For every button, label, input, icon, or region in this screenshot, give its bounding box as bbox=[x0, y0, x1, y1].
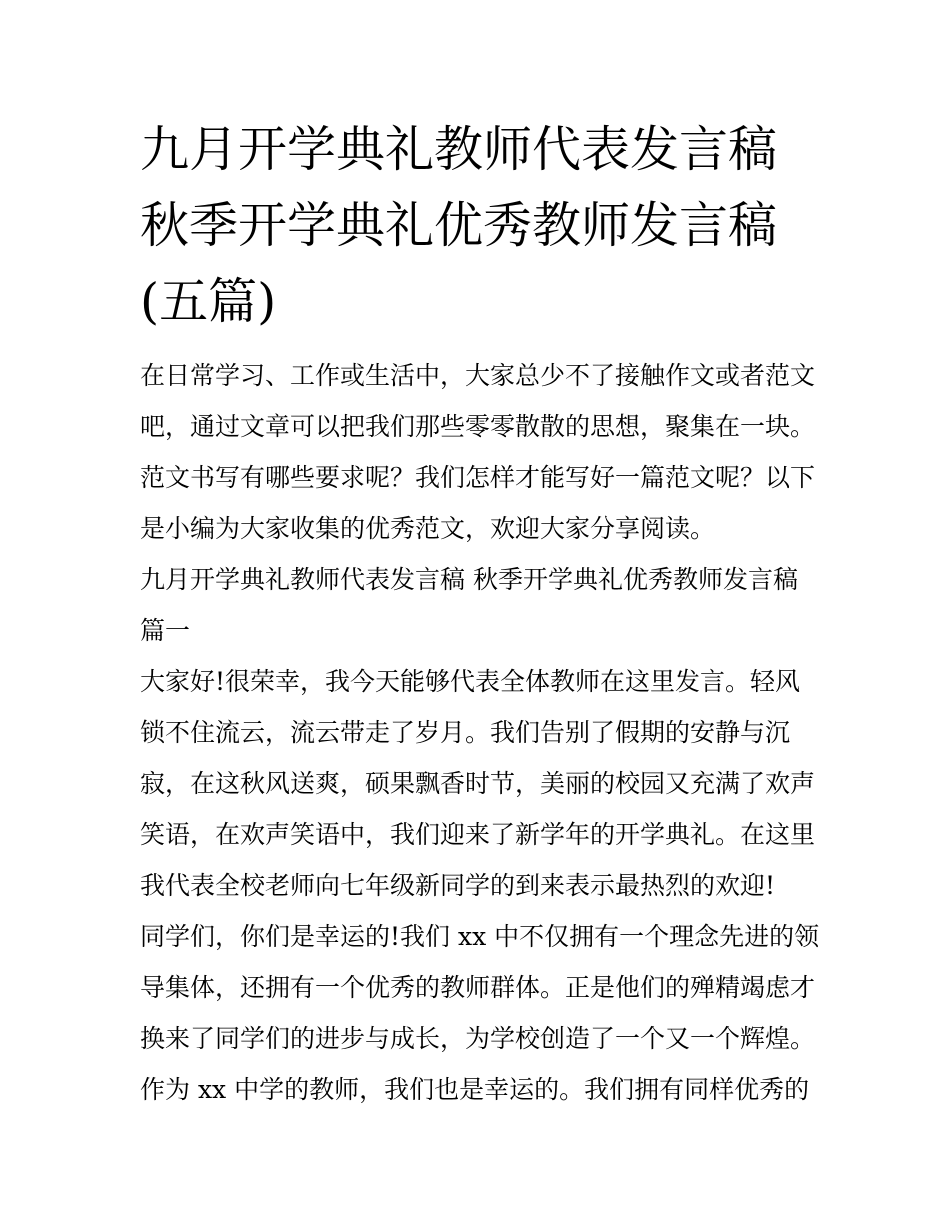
intro-line: 吧，通过文章可以把我们那些零零散散的思想，聚集在一块。 bbox=[140, 412, 816, 441]
paragraph-line: 锁不住流云，流云带走了岁月。我们告别了假期的安静与沉 bbox=[140, 718, 791, 747]
intro-line: 在日常学习、工作或生活中，大家总少不了接触作文或者范文 bbox=[140, 361, 816, 390]
intro-line: 范文书写有哪些要求呢？我们怎样才能写好一篇范文呢？以下 bbox=[140, 463, 816, 492]
intro-line: 是小编为大家收集的优秀范文，欢迎大家分享阅读。 bbox=[140, 514, 716, 543]
paragraph-line: 我代表全校老师向七年级新同学的到来表示最热烈的欢迎! bbox=[140, 871, 776, 900]
paragraph-line: 大家好!很荣幸，我今天能够代表全体教师在这里发言。轻风 bbox=[140, 667, 801, 696]
document-title bbox=[140, 112, 820, 340]
paragraph-line: 笑语，在欢声笑语中，我们迎来了新学年的开学典礼。在这里 bbox=[140, 820, 816, 849]
document-body bbox=[140, 350, 820, 1115]
paragraph-line: 同学们，你们是幸运的!我们 xx 中不仅拥有一个理念先进的领 bbox=[140, 922, 820, 951]
paragraph-line: 作为 xx 中学的教师，我们也是幸运的。我们拥有同样优秀的 bbox=[140, 1075, 810, 1104]
document-page bbox=[140, 112, 820, 1115]
title-line: 秋季开学典礼优秀教师发言稿 bbox=[140, 197, 778, 254]
section-heading-line: 篇一 bbox=[140, 616, 191, 645]
section-heading-line: 九月开学典礼教师代表发言稿 秋季开学典礼优秀教师发言稿 bbox=[140, 565, 798, 594]
paragraph-line: 寂，在这秋风送爽，硕果飘香时节，美丽的校园又充满了欢声 bbox=[140, 769, 816, 798]
title-line: 九月开学典礼教师代表发言稿 bbox=[140, 121, 778, 178]
title-line: (五篇) bbox=[140, 273, 277, 330]
paragraph-line: 导集体，还拥有一个优秀的教师群体。正是他们的殚精竭虑才 bbox=[140, 973, 816, 1002]
paragraph-line: 换来了同学们的进步与成长，为学校创造了一个又一个辉煌。 bbox=[140, 1024, 816, 1053]
